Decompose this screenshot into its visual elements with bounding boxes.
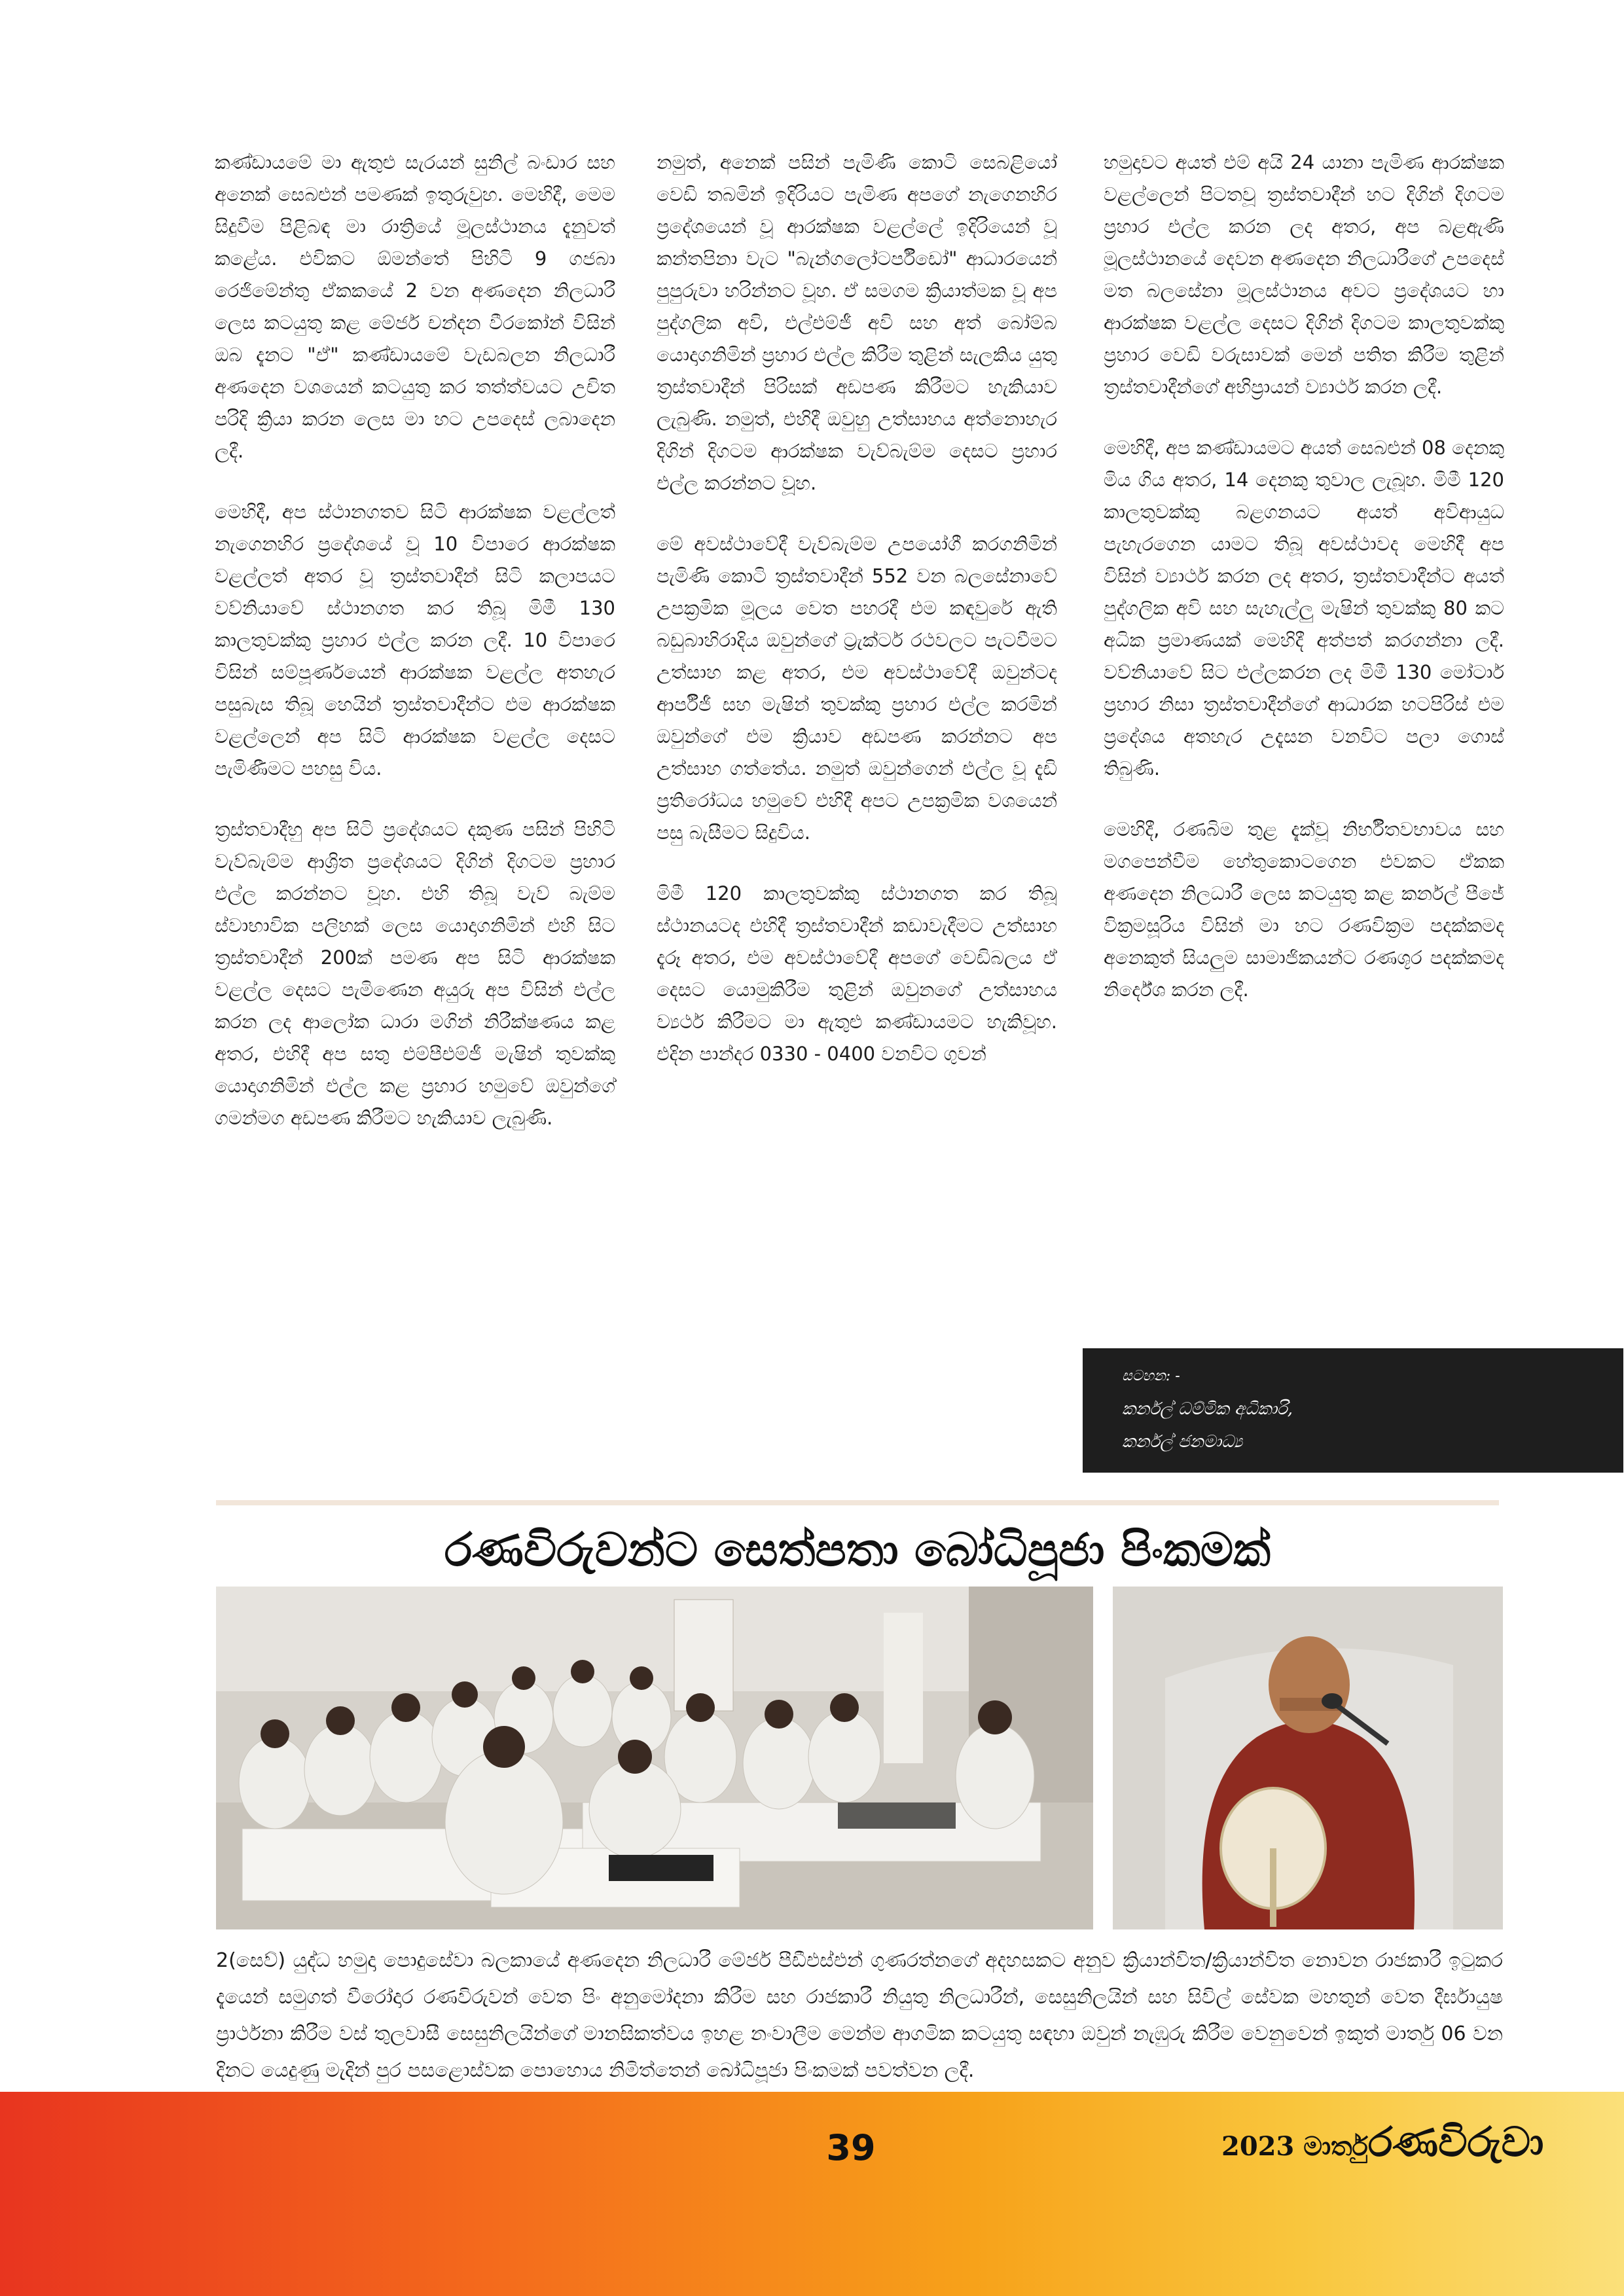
monk-photo [1113,1587,1503,1929]
article-column-1 [215,147,615,1163]
article-paragraph: ත්‍රස්තවාදීහු අප සිටි ප්‍රදේශයට දකුණ පසින් පිහිටි වැව්බැම්ම ආශ්‍රිත ප්‍රදේශයට දිගින් දිගටම ප්‍රහාර එල්ල කරන්නට වූහ. එහි තිබූ වැව් බැම්ම ස්වාභාවික පලිහක් ලෙස යොදාගනිමින් එහි සිට ත්‍රස්තවාදීන් 200ක් පමණ අප සිටි ආරක්ෂක වළල්ල දෙසට පැමිණෙන අයුරු අප විසින් එල්ල කරන ලද ආලෝක ධාරා මගින් නිරීක්ෂණය කළ අතර, එහිදී අප සතු එම්පීඑම්ජී මැෂින් තුවක්කු යොදාගනිමින් එල්ල කළ ප්‍රහාර හමුවේ ඔවුන්ගේ ගමන්මග අඩපණ කිරීමට හැකියාව ලැබුණි. [215,818,615,1129]
article-paragraph: නමුත්, අනෙක් පසින් පැමිණි කොටි සෙබළියෝ වෙඩි තබමින් ඉදිරියට පැමිණ අපගේ නැගෙනහිර ප්‍රදේශයෙන් වූ ආරක්ෂක වළල්ලේ ඉදිරියෙන් වූ කන්තපිනා වැට "බැන්ගලෝටර්පීඩෝ" ආධාරයෙන් පුපුරුවා හරින්නට වූහ. ඒ සමගම ක්‍රියාත්මක වූ අප පුද්ගලික අවි, එල්එම්ජී අවි සහ අත් බෝම්බ යොදාගනිමින් ප්‍රහාර එල්ල කිරීම තුළින් සැලකිය යුතු ත්‍රස්තවාදීන් පිරිසක් අඩපණ කිරීමට හැකියාව ලැබුණි. නමුත්, එහිදී ඔවුහු උත්සාහය අත්නොහැර දිගින් දිගටම ආරක්ෂක වැව්බැම්ම දෙසට ප්‍රහාර එල්ල කරන්නට වූහ. [657,151,1057,494]
monk-photo-illustration [1113,1587,1503,1929]
note-author-title: කර්නල් ජනමාධ්‍ය [1122,1432,1243,1452]
article-column-2 [657,147,1057,1099]
article-paragraph: මිමී 120 කාලතුවක්කු ස්ථානගත කර තිබූ ස්ථානයටද එහිදී ත්‍රස්තවාදීන් කඩාවැදීමට උත්සාහ දැරූ අතර, එම අවස්ථාවේදී අපගේ වෙඩිබලය ඒ දෙසට යොමුකිරීම තුළින් ඔවුනගේ උත්සාහය ව්‍යර්ථ කිරීමට මා ඇතුළු කණ්ඩායමට හැකිවූහ. එදින පාන්දර 0330 - 0400 වනවිට ගුවන් [657,882,1057,1065]
section-divider [216,1500,1499,1505]
feature-headline: රණවිරුවන්ට සෙත්පතා බෝධිපූජා පිංකමක් [444,1523,1271,1577]
worship-photo [216,1587,1093,1929]
worship-photo-illustration [216,1587,1093,1929]
article-paragraph: මෙහිදී, රණබිම තුළ දැක්වූ නිර්භීතවභාවය සහ මගපෙන්වීම හේතුකොටගෙන එවකට ඒකක අණදෙන නිලධාරී ලෙස කටයුතු කළ කර්නල් පීජේ වික්‍රමසූරිය විසින් මා හට රණවික්‍රම පදක්කමද අනෙකුත් සියලුම සාමාජිකයන්ට රණශූර පදක්කමද නිර්දේශ කරන ලදී. [1104,818,1504,1001]
article-paragraph: මේ අවස්ථාවේදී වැව්බැම්ම උපයෝගී කරගනිමින් පැමිණි කොටි ත්‍රස්තවාදීන් 552 වන බලසේනාවේ උපක්‍රමික මූලය වෙත පහරදී එම කඳවුරේ ඇති බඩුබාහිරාදිය ඔවුන්ගේ ට්‍රැක්ටර් රථවලට පැටවීමට උත්සාහ කළ අතර, එම අවස්ථාවේදී ඔවුන්ටද ආර්පීජී සහ මැෂින් තුවක්කු ප්‍රහාර එල්ල කරමින් ඔවුන්ගේ එම ක්‍රියාව අඩපණ කරන්නට අප උත්සාහ ගත්තේය. නමුත් ඔවුන්ගෙන් එල්ල වූ දැඩි ප්‍රතිරෝධය හමුවේ එහිදී අපට උපක්‍රමික වශයෙන් පසු බැසීමට සිදුවිය. [657,533,1057,844]
photo-caption: 2(සෙව්) යුද්ධ හමුදා පොදුසේවා බලකායේ අණදෙන නිලධාරී මේජර් පීඩීඑස්එන් ගුණරත්නගේ අදහසකට අනුව ක්‍රියාන්විත/ක්‍රියාන්විත නොවන රාජකාරී ඉටුකර දැයෙන් සමුගත් වීරෝදාර රණවිරුවන් වෙත පිං අනුමෝදනා කිරීම සහ රාජකාරී නියුතු නිලධාරීන්, සෙසුනිලයින් සහ සිවිල් සේවක මහතුන් වෙත දීර්ඝායුෂ ප්‍රාර්ථනා කිරීම වස් තුලවාසී සෙසුනිලයින්ගේ මානසිකත්වය ඉහළ නංවාලීම මෙන්ම ආගමික කටයුතු සඳහා ඔවුන් නැඹුරු කිරීම වෙනුවෙන් ඉකුත් මාර්තු 06 වන දිනට යෙදුණු මැදින් පුර පසළොස්වක පොහොය නිමිත්තෙන් බෝධිපූජා පිංකමක් පවත්වන ලදී. [216,1949,1503,2082]
note-author-name: කර්නල් ධම්මික අධිකාරි, [1122,1399,1293,1419]
author-note-box [1083,1348,1623,1473]
note-label: සටහන: - [1122,1368,1180,1384]
page-number: 39 [826,2127,876,2168]
masthead-logo: රණවිරුවා [1368,2118,1544,2166]
article-paragraph: මෙහිදී, අප ස්ථානගතව සිටි ආරක්ෂක වළල්ලත් නැගෙනහිර ප්‍රදේශයේ වූ 10 විපාරෙ ආරක්ෂක වළල්ලත් අතර වූ ත්‍රස්තවාදීන් සිටි කලාපයට වව්නියාවේ ස්ථානගත කර තිබූ මිමී 130 කාලතුවක්කු ප්‍රහාර එල්ල කරන ලදී. 10 විපාරෙ විසින් සම්පූර්ණයෙන් ආරක්ෂක වළල්ල අතහැර පසුබැස තිබූ හෙයින් ත්‍රස්තවාදීන්ට එම ආරක්ෂක වළල්ලෙන් අප සිටි ආරක්ෂක වළල්ල දෙසට පැමිණීමට පහසු විය. [215,501,615,780]
article-paragraph: කණ්ඩායමේ මා ඇතුළු සැරයන් සුනිල් බංඩාර සහ අනෙක් සෙබළුන් පමණක් ඉතුරුවුහ. මෙහිදී, මෙම සිදුවීම පිළිබඳ මා රාත්‍රියේ මූලස්ථානය දැනුවත් කළේය. එවිකට ඕමන්තේ පිහිටි 9 ගජබා රෙජිමේන්තු ඒකකයේ 2 වන අණදෙන නිලධාරී ලෙස කටයුතු කළ මේජර් චන්දන වීරකෝන් විසින් ඔබ දැනට "ඒ" කණ්ඩායමේ වැඩබලන නිලධාරී අණදෙන වශයෙන් කටයුතු කර තත්ත්වයට උචිත පරිදි ක්‍රියා කරන ලෙස මා හට උපදෙස් ලබාදෙන ලදී. [215,151,615,462]
article-paragraph: හමුදාවට අයත් එම් අයි 24 යානා පැමිණ ආරක්ෂක වළල්ලෙන් පිටතවූ ත්‍රස්තවාදීන් හට දිගින් දිගටම ප්‍රහාර එල්ල කරන ලද අතර, අප බළඇණි මූලස්ථානයේ දෙවන අණදෙන නිලධාරීගේ උපදෙස් මත බලසේනා මූලස්ථානය අවට ප්‍රදේශයට හා ආරක්ෂක වළල්ල දෙසට දිගින් දිගටම කාලතුවක්කු ප්‍රහාර වෙඩි වරුසාවක් මෙන් පතිත කිරීම තුළින් ත්‍රස්තවාදීන්ගේ අභිප්‍රායන් ව්‍යාර්ථ කරන ලදී. [1104,151,1504,398]
issue-date: 2023 මාර්තු [1221,2131,1368,2162]
article-column-3 [1104,147,1504,1035]
article-paragraph: මෙහිදී, අප කණ්ඩායමට අයත් සෙබළුන් 08 දෙනකු මිය ගිය අතර, 14 දෙනකු තුවාල ලැබූහ. මිමී 120 කාලතුවක්කු බළගනයට අයත් අවිආයුධ පැහැරගෙන යාමට තිබූ අවස්ථාවද මෙහිදී අප විසින් ව්‍යාර්ථ කරන ලද අතර, ත්‍රස්තවාදීන්ට අයත් පුද්ගලික අවි සහ සැහැල්ලු මැෂින් තුවක්කු 80 කට අධික ප්‍රමාණයක් මෙහිදී අත්පත් කරගන්නා ලදී. වව්නියාවේ සිට එල්ලකරන ලද මිමී 130 මෝටාර් ප්‍රහාර නිසා ත්‍රස්තවාදීන්ගේ ආධාරක හටපිරිස් එම ප්‍රදේශය අතහැර උදැසන වනවිට පලා ගොස් තිබුණි. [1104,437,1504,780]
